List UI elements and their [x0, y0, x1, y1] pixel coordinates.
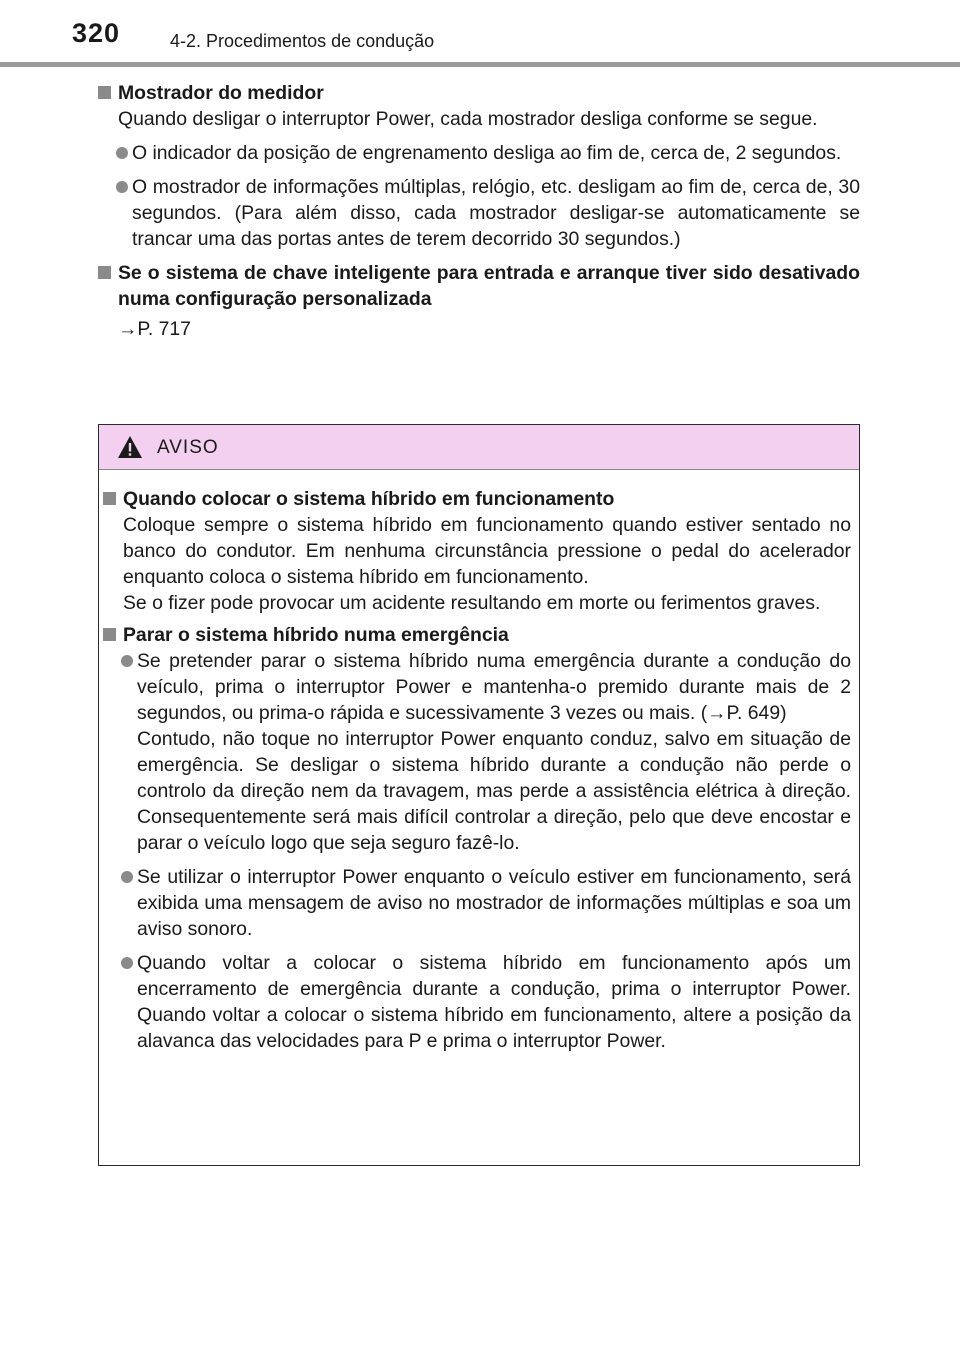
- page-reference: →P. 717: [118, 318, 191, 340]
- warning-box: [98, 424, 860, 1166]
- warning-heading-emergency: [103, 622, 851, 648]
- square-bullet-icon: [98, 266, 111, 279]
- heading-text: Quando colocar o sistema híbrido em funcionamento: [123, 488, 615, 510]
- round-bullet-icon: [121, 655, 133, 667]
- list-item-text: Se pretender parar o sistema híbrido numa emergência durante a condução do veículo, prima o interruptor Power e mantenha-o premido durante mais de 2 segundos, ou prima-o rápida e sucessivamente 3 vezes ou mais. (→P. 649): [137, 650, 851, 724]
- square-bullet-icon: [103, 628, 116, 641]
- list-item-text: O indicador da posição de engrenamento desliga ao fim de, cerca de, 2 segundos.: [132, 142, 842, 164]
- round-bullet-icon: [116, 181, 128, 193]
- list-item-text: Contudo, não toque no interruptor Power enquanto conduz, salvo em situação de emergência. Se desligar o sistema híbrido durante a condução não perde o controlo da direção nem da travagem, mas perde a assistência elétrica à direção. Consequentemente será mais difícil controlar a direção, pelo que deve encostar e parar o veículo logo que seja seguro fazê-lo.: [137, 728, 851, 854]
- heading-display: [98, 80, 860, 106]
- list-item-text: O mostrador de informações múltiplas, relógio, etc. desligam ao fim de, cerca de, 30 segundos. (Para além disso, cada mostrador desligar-se automaticamente se trancar uma das portas antes de terem decorrido 30 segundos.): [132, 176, 860, 250]
- round-bullet-icon: [116, 147, 128, 159]
- heading-text: Se o sistema de chave inteligente para entrada e arranque tiver sido desativado numa configuração personalizada: [118, 262, 860, 310]
- warning-triangle-icon: [117, 435, 143, 459]
- round-bullet-icon: [121, 871, 133, 883]
- heading-smart-key: [98, 260, 860, 312]
- header-divider: [0, 62, 960, 67]
- heading-text: Parar o sistema híbrido numa emergência: [123, 624, 509, 646]
- list-item-text: Quando voltar a colocar o sistema híbrido em funcionamento após um encerramento de emergência durante a condução, prima o interruptor Power. Quando voltar a colocar o sistema híbrido em funcionamento, altere a posição da alavanca das velocidades para P e prima o interruptor Power.: [137, 952, 851, 1052]
- list-item: [103, 648, 851, 856]
- list-item: [103, 864, 851, 942]
- page-number: 320: [72, 18, 121, 48]
- square-bullet-icon: [103, 492, 116, 505]
- warning-header: [99, 425, 859, 470]
- list-item: [98, 174, 860, 252]
- round-bullet-icon: [121, 957, 133, 969]
- page-header: [0, 0, 960, 60]
- paragraph: Coloque sempre o sistema híbrido em funcionamento quando estiver sentado no banco do condutor. Em nenhuma circunstância pressione o pedal do acelerador enquanto coloca o sistema híbrido em funcionamento.: [123, 514, 851, 588]
- square-bullet-icon: [98, 86, 111, 99]
- list-item-text: Se utilizar o interruptor Power enquanto o veículo estiver em funcionamento, será exibida uma mensagem de aviso no mostrador de informações múltiplas e soa um aviso sonoro.: [137, 866, 851, 940]
- main-content: [98, 76, 860, 342]
- section-title: 4-2. Procedimentos de condução: [170, 31, 435, 51]
- warning-body: [99, 470, 859, 1054]
- paragraph: Quando desligar o interruptor Power, cada mostrador desliga conforme se segue.: [118, 108, 818, 130]
- warning-title: AVISO: [157, 437, 219, 458]
- warning-heading-start: [103, 486, 851, 512]
- paragraph: Se o fizer pode provocar um acidente resultando em morte ou ferimentos graves.: [123, 592, 821, 614]
- list-item: [103, 950, 851, 1054]
- list-item: [98, 140, 860, 166]
- heading-text: Mostrador do medidor: [118, 82, 324, 104]
